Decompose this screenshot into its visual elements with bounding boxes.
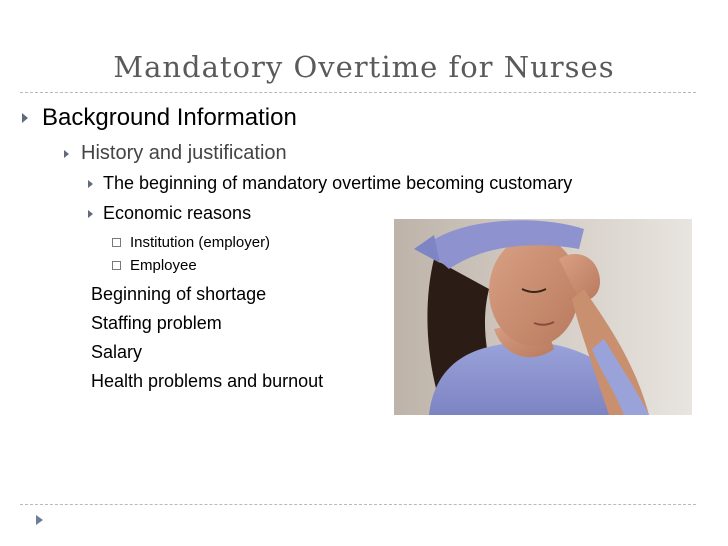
bullet-l3-a bbox=[88, 173, 572, 194]
triangle-bullet-icon bbox=[88, 210, 93, 218]
footer-divider bbox=[20, 504, 696, 505]
plain-line: Health problems and burnout bbox=[91, 371, 324, 391]
triangle-bullet-icon bbox=[22, 113, 28, 123]
bullet-l3-b bbox=[88, 203, 251, 224]
bullet-text: History and justification bbox=[81, 142, 287, 164]
bullet-l1 bbox=[22, 104, 297, 132]
bullet-text: Background Information bbox=[42, 104, 297, 131]
plain-line: Beginning of shortage bbox=[91, 284, 267, 304]
bullet-l4-a bbox=[112, 234, 270, 251]
play-triangle-icon[interactable] bbox=[36, 515, 43, 525]
plain-line: Salary bbox=[91, 342, 143, 362]
triangle-bullet-icon bbox=[64, 150, 69, 158]
bullet-text: The beginning of mandatory overtime becoming customary bbox=[103, 173, 573, 193]
nurse-photo bbox=[394, 219, 692, 415]
bullet-text: Employee bbox=[130, 257, 197, 274]
plain-line: Staffing problem bbox=[91, 313, 222, 333]
title-divider bbox=[20, 92, 696, 93]
bullet-text: Economic reasons bbox=[103, 203, 252, 223]
bullet-l4-b bbox=[112, 257, 197, 274]
triangle-bullet-icon bbox=[88, 180, 93, 188]
square-bullet-icon bbox=[112, 261, 121, 270]
bullet-text: Institution (employer) bbox=[130, 234, 271, 251]
bullet-l2 bbox=[64, 142, 287, 165]
square-bullet-icon bbox=[112, 238, 121, 247]
slide-title: Mandatory Overtime for Nurses bbox=[113, 50, 615, 84]
